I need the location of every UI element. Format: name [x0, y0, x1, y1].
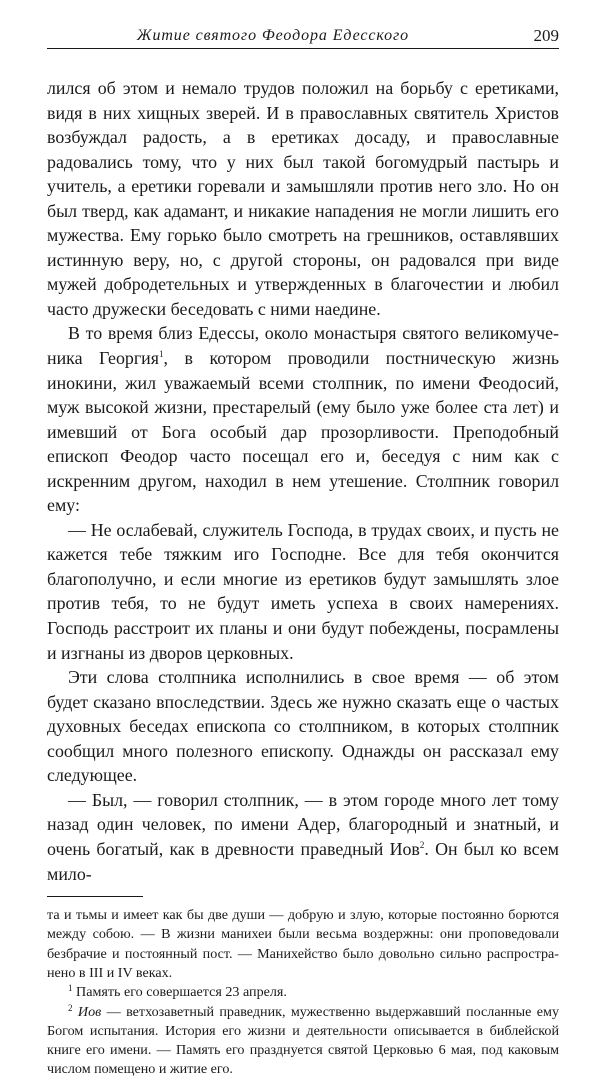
running-title: Житие святого Феодора Едесского — [136, 27, 410, 44]
paragraph-5-end: . Он был ко всем мило- — [47, 838, 559, 884]
footnote-1-text: Память его совершается 23 апреля. — [76, 984, 287, 1001]
paragraph-3: — Не ослабевай, служитель Господа, в трудах своих, и пусть не кажется тебе тяжким иго Господне. Все для тебя окончится благополучно, и если многие из еретиков будут замышлять злое против тебя, то не будут иметь успеха в своих намерениях. Господь расстроит их планы и они будут побеждены, посрамлены и изгнаны из дворов церковных. — [47, 519, 559, 663]
footnote-1 — [47, 983, 559, 1002]
footnote-2-term: Иов — [77, 1003, 102, 1020]
footnotes — [47, 906, 559, 1080]
footnote-2-text: — ветхозаветный праведник, мужественно выдержавший посланные ему Богом испытания. История его жизни и деятельности описывается в библейской книге его имени. — Память его празднуется святой Церковью 6 мая, под каковым числом помещено и житие его. — [47, 1003, 559, 1078]
footnote-1-number: 1 — [68, 983, 73, 994]
paragraph-4: Эти слова столпника исполнились в свое время — об этом будет сказано впоследствии. Здесь же нужно сказать еще о частых духовных беседах епископа со столпником, в которых столпник сообщил много полезного епископу. Однажды он рассказал ему следующее. — [47, 667, 559, 786]
footnote-divider — [47, 896, 143, 897]
paragraph-5-start: — Был, — говорил столпник, — в этом городе много лет тому назад один человек, по имени Адер, благородный и знатный, и очень богатый, как в древности праведный Иов — [47, 789, 559, 859]
main-text — [47, 76, 559, 886]
page-number: 209 — [533, 26, 559, 45]
paragraph-2-end: , в котором проводили постническую жизнь инокини, жил уважаемый всеми столпник, по имени Феодосий, муж высокой жизни, престарелый (ему было уже более ста лет) и имевший от Бога особый дар прозорливости. Преподобный епископ Феодор часто посещал его и, беседуя с ним как с искренним другом, находил в нем утешение. Столпник говорил ему: — [47, 348, 560, 516]
footnote-ref-1: 1 — [159, 349, 164, 360]
footnote-2-number: 2 — [68, 1002, 73, 1013]
paragraph-5 — [47, 788, 559, 886]
paragraph-2-start: В то время близ Едессы, около монастыря святого великомученика Георгия — [47, 323, 559, 369]
running-head — [47, 26, 559, 49]
paragraph-1: лился об этом и немало трудов положил на борьбу с еретиками, видя в них хищных зверей. И в православных святитель Христов возбуждал радость, а в еретиках досаду, и православные радовались тому, что у них был такой богомудрый пастырь и учитель, а еретики горевали и замышляли против него зло. Но он был тверд, как адамант, и никакие нападения не могли лишить его мужества. Ему горько было смотреть на грешников, оставлявших истинную веру, но, с другой стороны, он радовался при виде мужей добродетельных и утвержденных в благочестии и любил часто дружески беседовать с ними наедине. — [47, 78, 559, 319]
book-page — [47, 26, 559, 1080]
paragraph-2 — [47, 321, 559, 517]
footnote-ref-2: 2 — [419, 839, 425, 850]
footnote-continuation: та и тьмы и имеет как бы две души — добрую и злую, которые постоянно борются между собою. — В жизни манихеи были весьма воздержны: они проповедовали безбрачие и постоянный пост. — Манихейство было довольно сильно распространено в III и IV веках. — [47, 907, 559, 981]
footnote-2 — [47, 1003, 559, 1080]
